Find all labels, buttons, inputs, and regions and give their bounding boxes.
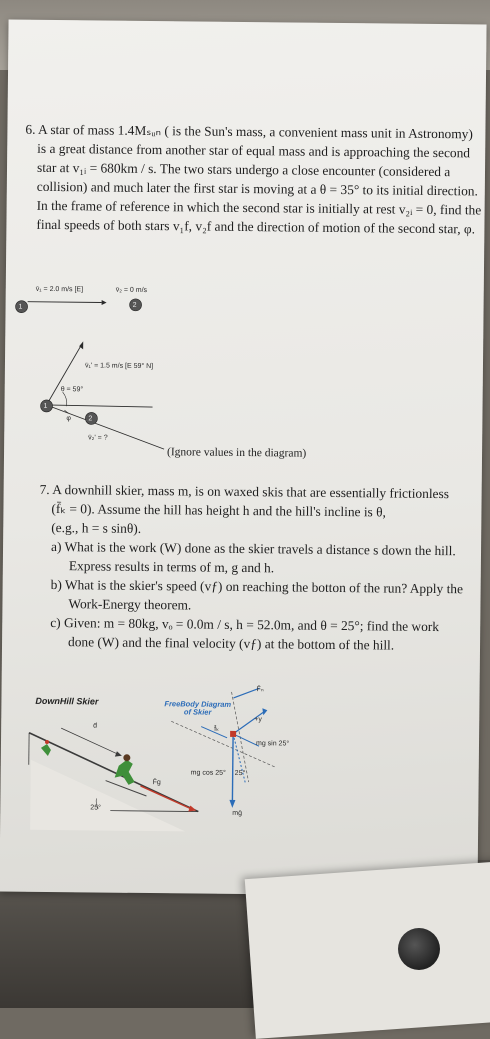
problem-7-line-1: 7. A downhill skier, mass m, is on waxed skis that are essentially frictionless	[40, 480, 465, 503]
skis	[105, 781, 146, 796]
skier-d-label: d̄	[93, 722, 97, 729]
problem-6-line-2: is a great distance from another star of equal mass and is approaching the second	[25, 139, 482, 163]
weight-vector	[232, 734, 233, 802]
weight-arrowhead	[229, 800, 235, 808]
distance-arrowhead	[115, 751, 122, 757]
skier-incline-label: 25°	[90, 804, 101, 811]
problem-7-line-2: (f̄ₖ = 0). Assume the hill has height h and the hill's incline is θ,	[39, 499, 464, 522]
fbd-x-label: +y	[254, 716, 262, 723]
fbd-title-line-1: FreeBody Diagram	[164, 700, 231, 709]
fbd-sin-label: mg sin 25°	[256, 740, 289, 747]
fbd-title-line-2: of Skier	[164, 708, 231, 717]
small-skier	[41, 744, 51, 756]
label-star-1: 1	[19, 304, 23, 311]
fbd-fn-label: F̄ₙ	[257, 685, 264, 693]
downhill-skier-title: DownHill Skier	[35, 696, 98, 707]
skier-v-label: F̄g	[153, 779, 161, 786]
problem-6-line-3: star at v₁ᵢ = 680km / s. The two stars undergo a close encounter (considered a	[25, 158, 482, 182]
fbd-mg-label: mḡ	[232, 810, 242, 817]
dark-object	[398, 928, 440, 970]
problem-7b-line-2: Work-Energy theorem.	[38, 594, 463, 617]
velocity-arrowhead	[188, 805, 196, 811]
second-paper-sheet	[245, 861, 490, 1039]
problem-6-line-1: 6. A star of mass 1.4Mₛᵤₙ ( is the Sun's mass, a convenient mass unit in Astronomy)	[25, 120, 482, 144]
problem-7a-line-1: a) What is the work (W) done as the skier travels a distance s down the hill.	[39, 537, 464, 560]
problem-7c-line-2: done (W) and the final velocity (vƒ) at the bottom of the hill.	[38, 632, 463, 655]
velocity-arrow	[140, 786, 190, 809]
label-phi: φ	[66, 415, 71, 422]
normal-force-arrowhead	[262, 708, 267, 715]
label-theta: θ = 59°	[61, 386, 84, 393]
problem-6-line-4: collision) and much later the first star is moving at a θ = 35° to its initial direction.	[25, 177, 482, 201]
label-v1f: v̄₁' = 1.5 m/s [E 59° N]	[85, 362, 153, 370]
label-v2i: v̄₂ = 0 m/s	[116, 287, 147, 294]
problem-7b-line-1: b) What is the skier's speed (vƒ) on reaching the botton of the run? Apply the	[39, 575, 464, 598]
problem-7-line-3: (e.g., h = s sinθ).	[39, 518, 464, 541]
label-star-2-final: 2	[88, 415, 92, 422]
fbd-cos-label: mg cos 25°	[191, 769, 226, 776]
worksheet-page	[0, 20, 487, 897]
label-v1i: v̄₁ = 2.0 m/s [E]	[36, 286, 83, 293]
problem-7a-line-2: Express results in terms of m, g and h.	[39, 556, 464, 579]
label-star-2: 2	[133, 302, 137, 309]
skier-head	[123, 754, 130, 761]
label-star-1-final: 1	[43, 403, 47, 410]
distance-arrow	[61, 728, 117, 754]
problem-7c-line-1: c) Given: m = 80kg, vₒ = 0.0m / s, h = 52.0m, and θ = 25°; find the work	[38, 613, 463, 636]
problem-6-line-5: In the frame of reference in which the second star is initially at rest v₂ᵢ = 0, find the	[25, 196, 482, 220]
label-v2f: v̄₂' = ?	[88, 434, 108, 441]
problem-6-line-6: final speeds of both stars v₁f, v₂f and the direction of motion of the second star, φ.	[24, 215, 481, 239]
fbd-angle-label: 25°	[235, 770, 246, 777]
fbd-fk-label: f̄ₖ	[214, 725, 219, 733]
ignore-values-note: (Ignore values in the diagram)	[167, 446, 306, 459]
skier-block	[230, 731, 236, 737]
skier-diagram	[0, 20, 487, 897]
skier-figure	[115, 760, 135, 785]
